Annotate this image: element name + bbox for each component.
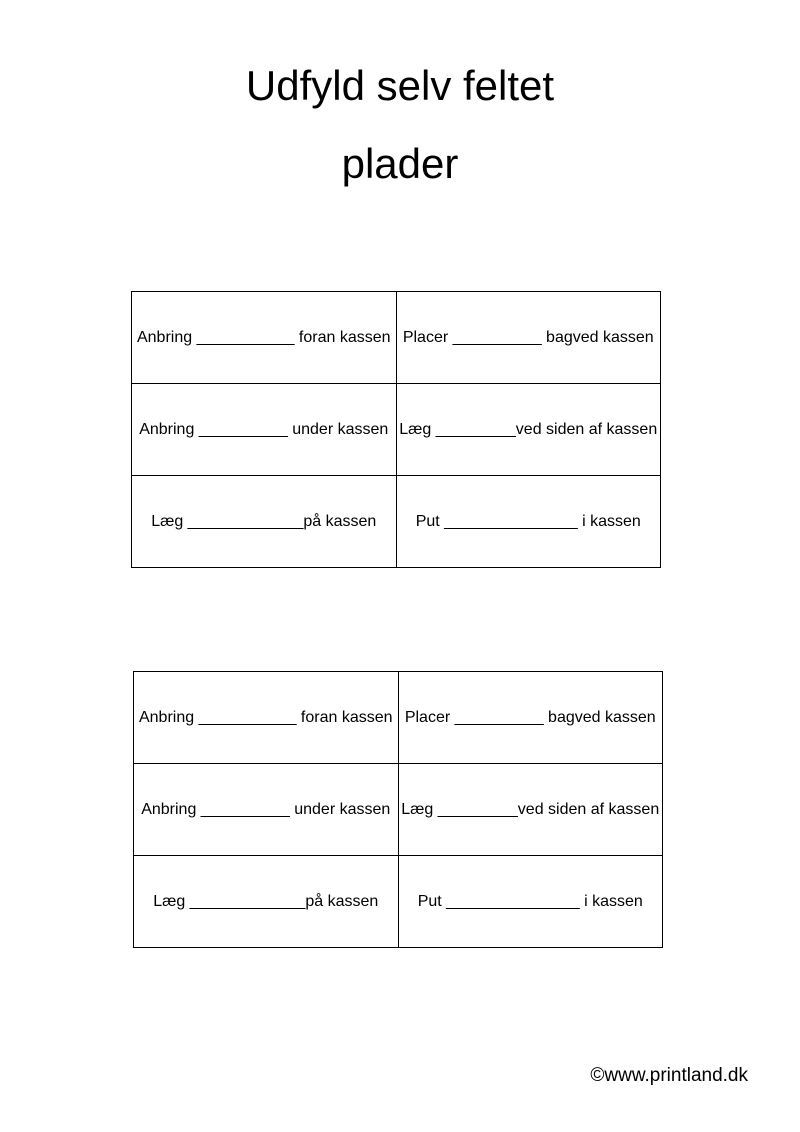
table-cell: Læg _____________på kassen bbox=[132, 476, 397, 568]
table-row bbox=[132, 292, 661, 384]
table-cell: Placer __________ bagved kassen bbox=[396, 292, 661, 384]
table-row bbox=[134, 856, 663, 948]
table-row bbox=[132, 384, 661, 476]
table-cell: Anbring __________ under kassen bbox=[132, 384, 397, 476]
table-cell: Anbring ___________ foran kassen bbox=[134, 672, 399, 764]
table-cell: Læg _____________på kassen bbox=[134, 856, 399, 948]
page-subtitle: plader bbox=[341, 140, 459, 187]
table-cell: Put _______________ i kassen bbox=[396, 476, 661, 568]
table-cell: Put _______________ i kassen bbox=[398, 856, 663, 948]
table-cell: Læg _________ved siden af kassen bbox=[398, 764, 663, 856]
table-row bbox=[134, 672, 663, 764]
table-row bbox=[132, 476, 661, 568]
copyright-footer: ©www.printland.dk bbox=[590, 1065, 748, 1086]
worksheet-table-2 bbox=[133, 671, 663, 948]
page-title: Udfyld selv feltet bbox=[245, 62, 555, 109]
table-cell: Placer __________ bagved kassen bbox=[398, 672, 663, 764]
worksheet-table-1 bbox=[131, 291, 661, 568]
table-cell: Anbring __________ under kassen bbox=[134, 764, 399, 856]
table-cell: Læg _________ved siden af kassen bbox=[396, 384, 661, 476]
table-row bbox=[134, 764, 663, 856]
table-cell: Anbring ___________ foran kassen bbox=[132, 292, 397, 384]
